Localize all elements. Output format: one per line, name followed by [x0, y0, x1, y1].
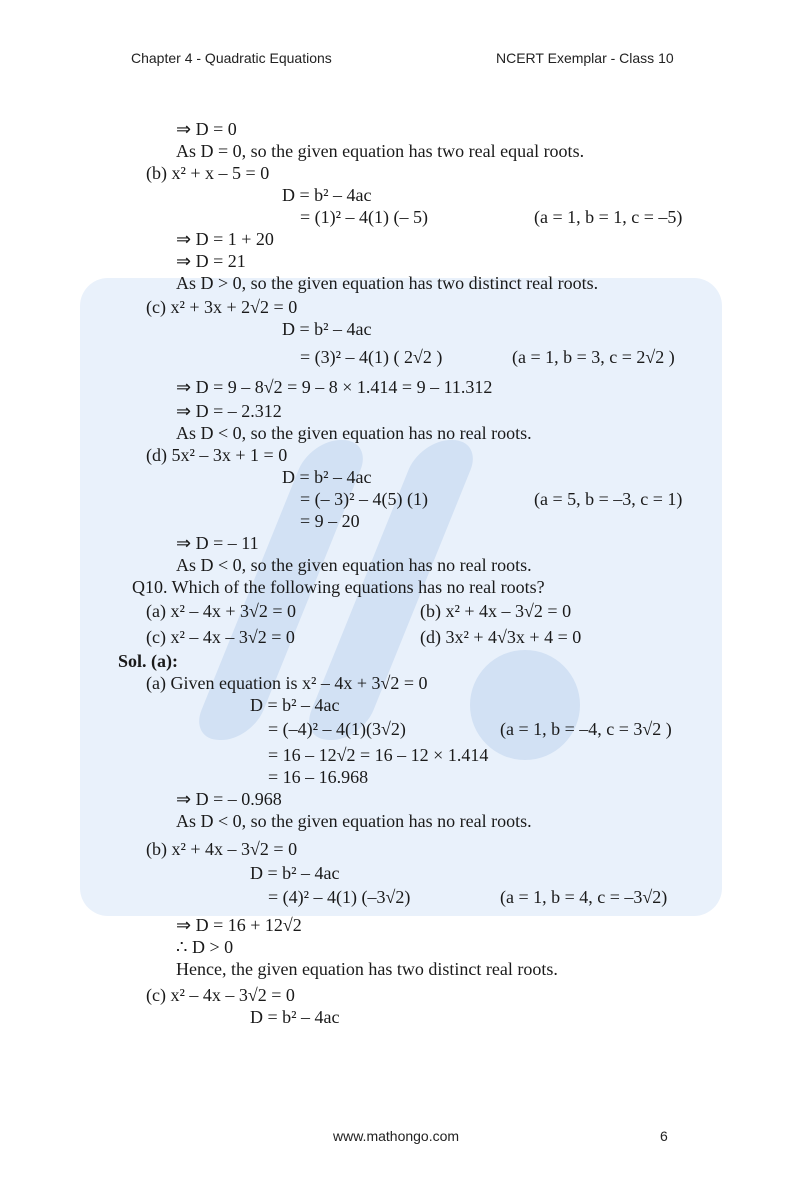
- option-a: (a) x² – 4x + 3√2 = 0: [146, 601, 297, 621]
- line-9: (c) x² + 3x + 2√2 = 0: [146, 297, 298, 317]
- line-15: (d) 5x² – 3x + 1 = 0: [146, 445, 288, 465]
- header-book-title: NCERT Exemplar - Class 10: [496, 50, 674, 66]
- line-3: (b) x² + x – 5 = 0: [146, 163, 270, 183]
- footer-url[interactable]: www.mathongo.com: [333, 1128, 460, 1144]
- line-36: = (4)² – 4(1) (–3√2): [268, 887, 411, 907]
- line-37: ⇒ D = 16 + 12√2: [176, 915, 302, 935]
- line-6: ⇒ D = 1 + 20: [176, 229, 274, 249]
- line-32: ⇒ D = – 0.968: [176, 789, 282, 809]
- line-18: = 9 – 20: [300, 511, 360, 531]
- line-7: ⇒ D = 21: [176, 251, 246, 271]
- condition-1: (a = 1, b = 1, c = –5): [534, 207, 683, 227]
- line-33: As D < 0, so the given equation has no real roots.: [176, 811, 532, 831]
- line-1: ⇒ D = 0: [176, 119, 237, 139]
- option-d: (d) 3x² + 4√3x + 4 = 0: [420, 627, 582, 647]
- line-13: ⇒ D = – 2.312: [176, 401, 282, 421]
- line-12: ⇒ D = 9 – 8√2 = 9 – 8 × 1.414 = 9 – 11.312: [176, 377, 493, 397]
- condition-5: (a = 1, b = 4, c = –3√2): [500, 887, 668, 907]
- footer-page-number: 6: [660, 1128, 668, 1144]
- condition-2: (a = 1, b = 3, c = 2√2 ): [512, 347, 675, 367]
- option-b: (b) x² + 4x – 3√2 = 0: [420, 601, 572, 621]
- line-8: As D > 0, so the given equation has two distinct real roots.: [176, 273, 599, 293]
- line-5: = (1)² – 4(1) (– 5): [300, 207, 429, 227]
- solution-label: Sol. (a):: [118, 651, 178, 671]
- line-19: ⇒ D = – 11: [176, 533, 259, 553]
- line-40: (c) x² – 4x – 3√2 = 0: [146, 985, 295, 1005]
- line-28: D = b² – 4ac: [250, 695, 340, 715]
- line-17: = (– 3)² – 4(5) (1): [300, 489, 429, 509]
- line-10: D = b² – 4ac: [282, 319, 372, 339]
- header-chapter-title: Chapter 4 - Quadratic Equations: [131, 50, 332, 66]
- option-c: (c) x² – 4x – 3√2 = 0: [146, 627, 295, 647]
- line-38: ∴ D > 0: [176, 937, 234, 957]
- line-41: D = b² – 4ac: [250, 1007, 340, 1027]
- line-11: = (3)² – 4(1) ( 2√2 ): [300, 347, 443, 367]
- line-14: As D < 0, so the given equation has no real roots.: [176, 423, 532, 443]
- line-39: Hence, the given equation has two distinct real roots.: [176, 959, 558, 979]
- line-35: D = b² – 4ac: [250, 863, 340, 883]
- line-2: As D = 0, so the given equation has two real equal roots.: [176, 141, 585, 161]
- condition-3: (a = 5, b = –3, c = 1): [534, 489, 683, 509]
- line-34: (b) x² + 4x – 3√2 = 0: [146, 839, 298, 859]
- line-27: (a) Given equation is x² – 4x + 3√2 = 0: [146, 673, 428, 693]
- line-20: As D < 0, so the given equation has no real roots.: [176, 555, 532, 575]
- line-31: = 16 – 16.968: [268, 767, 369, 787]
- line-16: D = b² – 4ac: [282, 467, 372, 487]
- line-29: = (–4)² – 4(1)(3√2): [268, 719, 406, 739]
- line-30: = 16 – 12√2 = 16 – 12 × 1.414: [268, 745, 489, 765]
- line-4: D = b² – 4ac: [282, 185, 372, 205]
- question-10: Q10. Which of the following equations has no real roots?: [132, 577, 545, 597]
- condition-4: (a = 1, b = –4, c = 3√2 ): [500, 719, 672, 739]
